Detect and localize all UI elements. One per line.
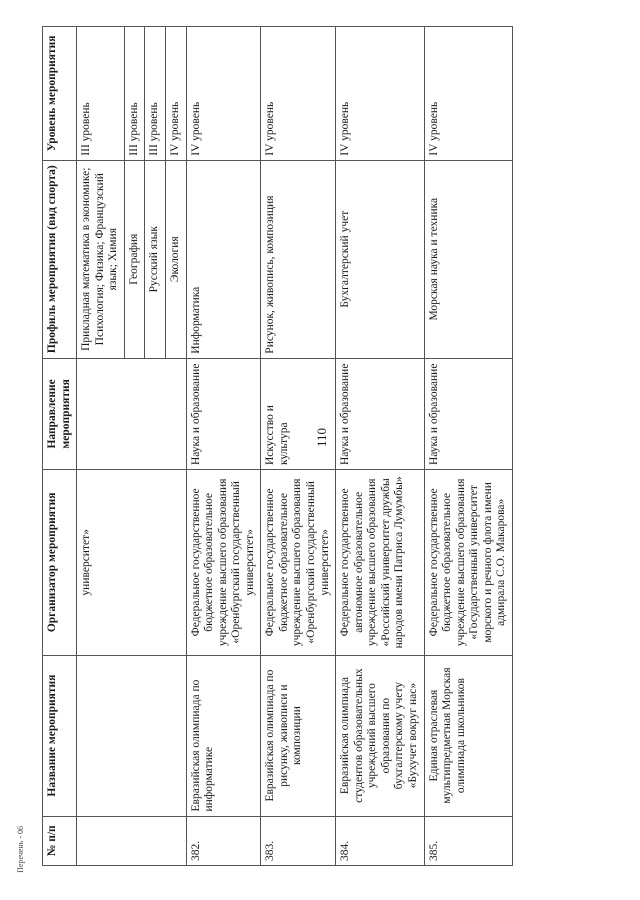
cell-org: Федеральное государственное бюджетное образовательное учреждение высшего образования «Оренбургский государственный университет» (261, 470, 336, 656)
cell-profile: Русский язык (145, 160, 166, 358)
cell-level: III уровень (124, 27, 145, 161)
cell-org: университет» (77, 470, 186, 656)
cell-num: 385. (424, 816, 512, 865)
header-num: № п/п (43, 816, 77, 865)
header-dir: Направление мероприятия (43, 358, 77, 469)
cell-level: III уровень (145, 27, 166, 161)
cell-profile: Морская наука и техника (424, 160, 512, 358)
cell-level: IV уровень (261, 27, 336, 161)
table-row (186, 27, 261, 866)
cell-dir: Наука и образование (336, 358, 424, 469)
events-table (42, 26, 513, 866)
cell-dir: Искусство и культура (261, 358, 336, 469)
cell-dir: Наука и образование (424, 358, 512, 469)
cell-name: Евразийская олимпиада по информатике (186, 655, 261, 816)
cell-profile: Информатика (186, 160, 261, 358)
table-row (261, 27, 336, 866)
cell-num: 384. (336, 816, 424, 865)
table-row-continuation (77, 27, 125, 866)
cell-name: Единая отраслевая мультипредметная Морская олимпиада школьников (424, 655, 512, 816)
table-header-row (43, 27, 77, 866)
cell-profile: Бухгалтерский учет (336, 160, 424, 358)
cell-org: Федеральное государственное автономное образовательное учреждение высшего образования «Российский университет дружбы народов имени Патриса Лумумбы» (336, 470, 424, 656)
cell-dir: Наука и образование (186, 358, 261, 469)
cell-level: IV уровень (165, 27, 186, 161)
header-level: Уровень мероприятия (43, 27, 77, 161)
cell-level: IV уровень (424, 27, 512, 161)
cell-level: IV уровень (336, 27, 424, 161)
header-org: Организатор мероприятия (43, 470, 77, 656)
cell-name: Евразийская олимпиада студентов образовательных учреждений высшего образования по бухгалтерскому учету «Бухучет вокруг нас» (336, 655, 424, 816)
page-number: 110 (314, 428, 329, 448)
cell-profile: Экология (165, 160, 186, 358)
cell-org: Федеральное государственное бюджетное образовательное учреждение высшего образования «Оренбургский государственный университет» (186, 470, 261, 656)
cell-profile: География (124, 160, 145, 358)
footer-note: Перечень - 06 (16, 826, 25, 873)
cell-profile: Рисунок, живопись, композиция (261, 160, 336, 358)
rotated-table-container (42, 26, 620, 866)
cell-profile: Прикладная математика в экономике; Психология; Физика; Французский язык; Химия (77, 160, 125, 358)
cell-dir (77, 358, 186, 469)
cell-name: Евразийская олимпиада по рисунку, живописи и композиции (261, 655, 336, 816)
cell-name (77, 655, 186, 816)
cell-num (77, 816, 186, 865)
cell-num: 383. (261, 816, 336, 865)
header-name: Название мероприятия (43, 655, 77, 816)
table-row (336, 27, 424, 866)
cell-num: 382. (186, 816, 261, 865)
header-profile: Профиль мероприятия (вид спорта) (43, 160, 77, 358)
table-row (424, 27, 512, 866)
cell-level: IV уровень (186, 27, 261, 161)
cell-org: Федеральное государственное бюджетное образовательное учреждение высшего образования «Государственный университет морского и речного флота имени адмирала С.О. Макарова» (424, 470, 512, 656)
cell-level: III уровень (77, 27, 125, 161)
